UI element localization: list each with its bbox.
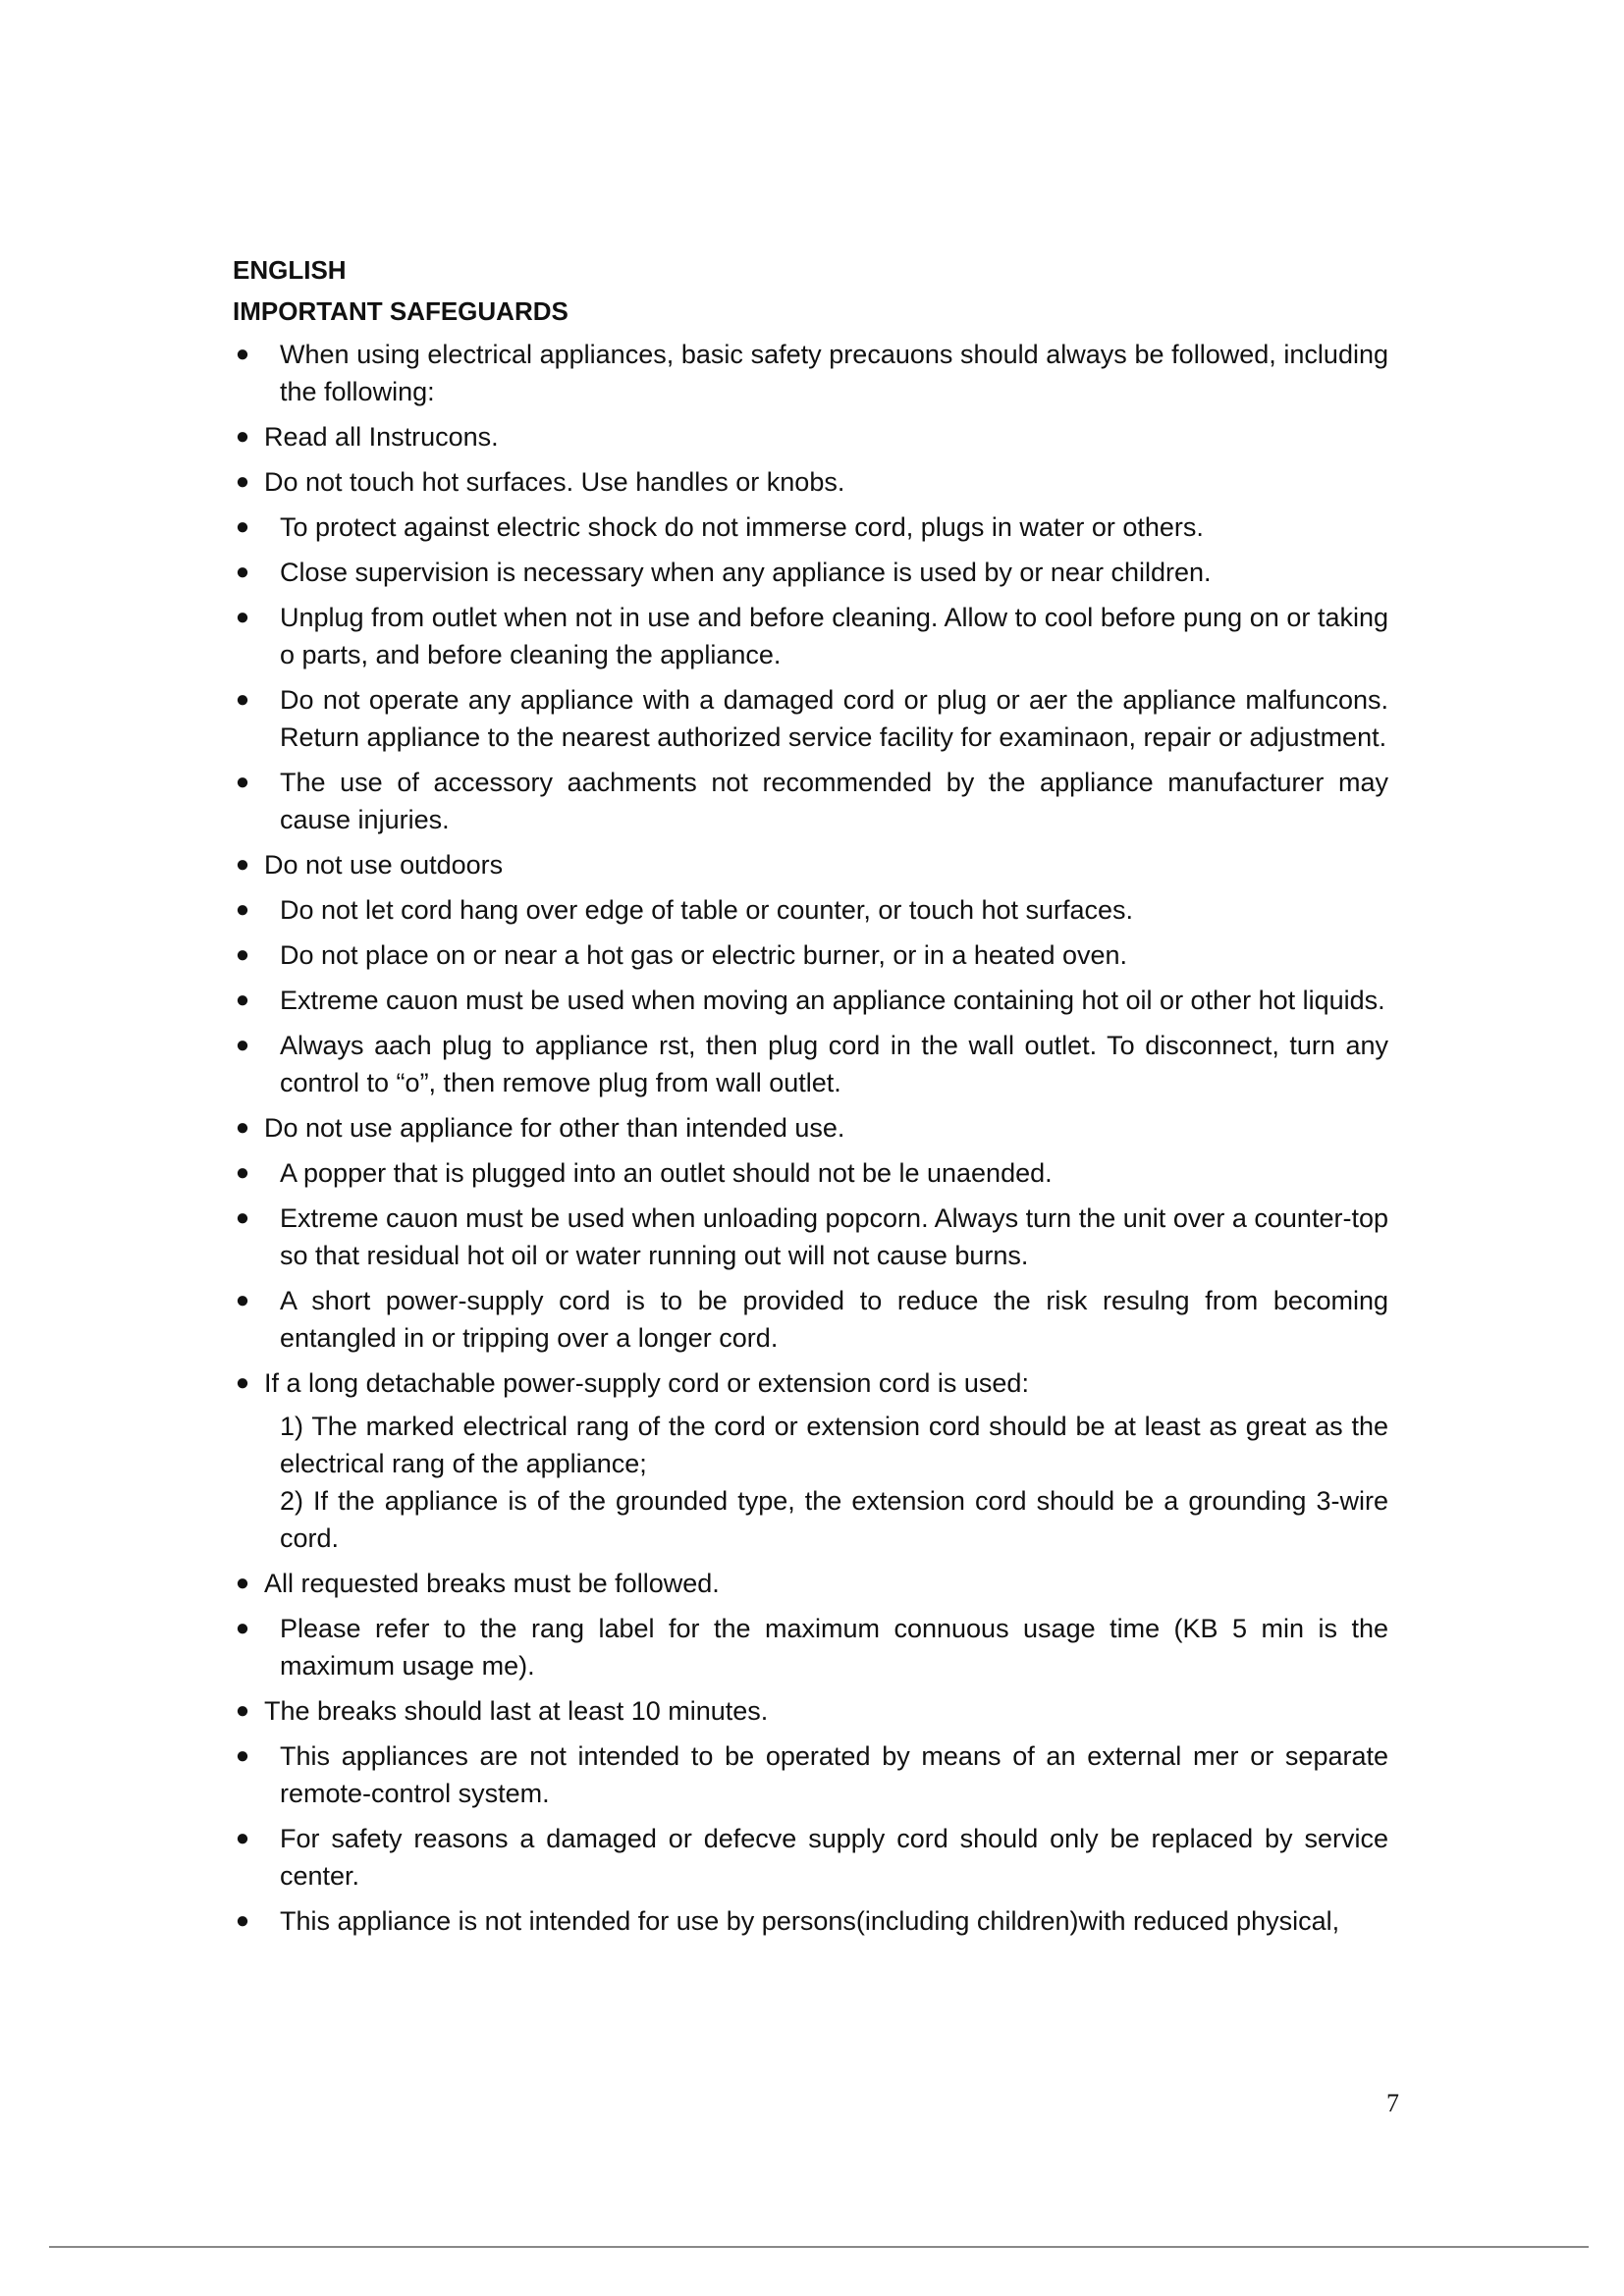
bullet-icon: ● bbox=[235, 769, 250, 795]
bullet-icon: ● bbox=[235, 1114, 250, 1141]
bullet-icon: ● bbox=[235, 1615, 250, 1641]
bullet-icon: ● bbox=[235, 559, 250, 585]
list-item-text: The breaks should last at least 10 minutes. bbox=[264, 1696, 769, 1726]
list-item bbox=[233, 418, 1388, 455]
subitem-text: 1) The marked electrical rang of the cord or extension cord should be at least as great as the electrical rang of the appliance; bbox=[280, 1412, 1388, 1478]
bullet-icon: ● bbox=[235, 1287, 250, 1313]
bullet-icon: ● bbox=[235, 604, 250, 630]
list-item-text: Do not place on or near a hot gas or electric burner, or in a heated oven. bbox=[280, 940, 1128, 970]
list-item-text: For safety reasons a damaged or defecve supply cord should only be replaced by service center. bbox=[280, 1824, 1388, 1891]
list-item-text: Unplug from outlet when not in use and before cleaning. Allow to cool before pung on or taking o parts, and before cleaning the appliance. bbox=[280, 603, 1388, 669]
list-item bbox=[233, 1820, 1388, 1895]
list-item-text: A short power-supply cord is to be provided to reduce the risk resulng from becoming entangled in or tripping over a longer cord. bbox=[280, 1286, 1388, 1353]
list-item-text: A popper that is plugged into an outlet should not be le unaended. bbox=[280, 1158, 1053, 1188]
list-item-text: This appliances are not intended to be operated by means of an external mer or separate remote-control system. bbox=[280, 1741, 1388, 1808]
bullet-icon: ● bbox=[235, 1159, 250, 1186]
list-item-text: Always aach plug to appliance rst, then plug cord in the wall outlet. To disconnect, turn any control to “o”, then remove plug from wall outlet. bbox=[280, 1031, 1388, 1097]
subitem-text: 2) If the appliance is of the grounded type, the extension cord should be a grounding 3-wire cord. bbox=[280, 1486, 1388, 1553]
list-item bbox=[233, 463, 1388, 501]
bullet-icon: ● bbox=[235, 468, 250, 495]
list-item-text: Read all Instrucons. bbox=[264, 422, 499, 452]
bullet-icon: ● bbox=[235, 896, 250, 923]
bullet-icon: ● bbox=[235, 1570, 250, 1596]
list-item-text: Close supervision is necessary when any appliance is used by or near children. bbox=[280, 558, 1212, 587]
list-item bbox=[233, 982, 1388, 1019]
list-item-text: Extreme cauon must be used when unloading popcorn. Always turn the unit over a counter-top so that residual hot oil or water running out will not cause burns. bbox=[280, 1203, 1388, 1270]
bullet-icon: ● bbox=[235, 1369, 250, 1396]
safeguards-list bbox=[233, 336, 1388, 1940]
bullet-icon: ● bbox=[235, 341, 250, 367]
list-item bbox=[233, 336, 1388, 410]
bullet-icon: ● bbox=[235, 851, 250, 878]
bullet-icon: ● bbox=[235, 941, 250, 968]
list-item-text: The use of accessory aachments not recommended by the appliance manufacturer may cause injuries. bbox=[280, 768, 1388, 834]
list-item bbox=[233, 681, 1388, 756]
list-item bbox=[233, 764, 1388, 838]
list-item bbox=[233, 1364, 1388, 1557]
footer-divider bbox=[49, 2246, 1589, 2248]
list-item-text: This appliance is not intended for use by persons(including children)with reduced physical, bbox=[280, 1906, 1340, 1936]
list-item-text: When using electrical appliances, basic safety precauons should always be followed, including the following: bbox=[280, 340, 1388, 406]
section-title: IMPORTANT SAFEGUARDS bbox=[233, 296, 568, 326]
list-item bbox=[233, 1200, 1388, 1274]
list-item bbox=[233, 554, 1388, 591]
list-item bbox=[233, 936, 1388, 974]
list-item bbox=[233, 846, 1388, 883]
list-item bbox=[233, 1282, 1388, 1357]
list-item bbox=[233, 1610, 1388, 1684]
list-item bbox=[233, 1902, 1388, 1940]
list-item-text: To protect against electric shock do not immerse cord, plugs in water or others. bbox=[280, 512, 1204, 542]
list-item bbox=[233, 1109, 1388, 1147]
list-item-text: Do not use outdoors bbox=[264, 850, 504, 880]
list-item bbox=[233, 1737, 1388, 1812]
list-item-text: Extreme cauon must be used when moving an appliance containing hot oil or other hot liquids. bbox=[280, 986, 1385, 1015]
bullet-icon: ● bbox=[235, 513, 250, 540]
bullet-icon: ● bbox=[235, 1907, 250, 1934]
bullet-icon: ● bbox=[235, 686, 250, 713]
list-item-text: Do not let cord hang over edge of table or counter, or touch hot surfaces. bbox=[280, 895, 1134, 925]
list-item-text: Do not operate any appliance with a damaged cord or plug or aer the appliance malfuncons. Return appliance to the nearest authorized service facility for examinaon, repair or adjustment. bbox=[280, 685, 1388, 752]
list-item bbox=[233, 1154, 1388, 1192]
list-item bbox=[233, 1692, 1388, 1730]
bullet-icon: ● bbox=[235, 1825, 250, 1851]
extension-cord-subitems bbox=[264, 1408, 1388, 1557]
list-item bbox=[233, 599, 1388, 673]
list-item-text: Please refer to the rang label for the maximum connuous usage time (KB 5 min is the maximum usage me). bbox=[280, 1614, 1388, 1681]
list-item-text: Do not touch hot surfaces. Use handles or knobs. bbox=[264, 467, 845, 497]
page-content bbox=[233, 251, 1388, 1948]
list-item bbox=[233, 1027, 1388, 1101]
language-heading: ENGLISH bbox=[233, 255, 347, 285]
bullet-icon: ● bbox=[235, 423, 250, 450]
bullet-icon: ● bbox=[235, 987, 250, 1013]
bullet-icon: ● bbox=[235, 1204, 250, 1231]
list-item-text: All requested breaks must be followed. bbox=[264, 1569, 720, 1598]
list-item-text: Do not use appliance for other than intended use. bbox=[264, 1113, 845, 1143]
list-item bbox=[233, 1565, 1388, 1602]
list-item bbox=[233, 508, 1388, 546]
bullet-icon: ● bbox=[235, 1032, 250, 1058]
bullet-icon: ● bbox=[235, 1697, 250, 1724]
bullet-icon: ● bbox=[235, 1742, 250, 1769]
list-item-text: If a long detachable power-supply cord or extension cord is used: bbox=[264, 1368, 1029, 1398]
list-item bbox=[233, 891, 1388, 929]
page-number: 7 bbox=[1386, 2089, 1399, 2117]
